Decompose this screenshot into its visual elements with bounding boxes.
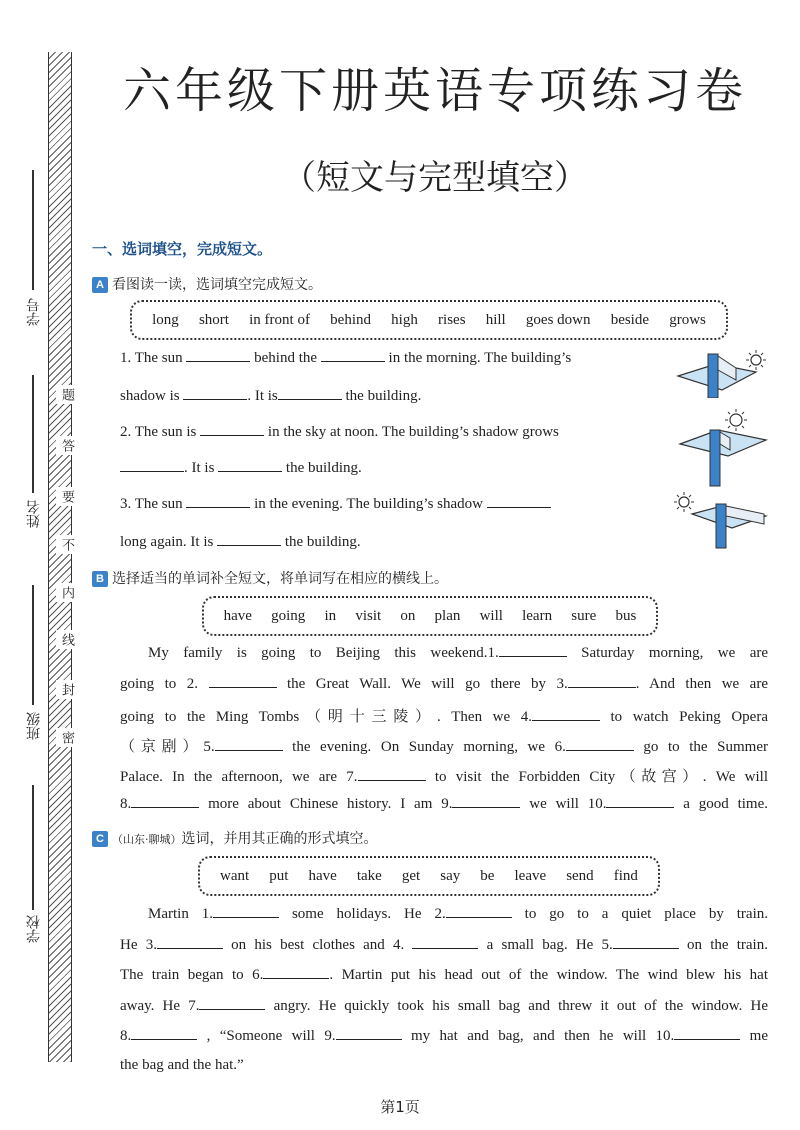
part-b-instruction <box>92 568 448 588</box>
answer-blank[interactable] <box>157 936 223 949</box>
line-text: some holidays. He 2. <box>279 906 446 922</box>
line-text: my hat and bag, and then he will 10. <box>401 1028 675 1044</box>
passage-line <box>120 765 768 786</box>
word-bank-item: short <box>198 311 229 328</box>
line-text: behind the <box>250 350 321 366</box>
part-a-badge: A <box>92 277 108 293</box>
seal-char: 密 <box>56 728 77 747</box>
answer-blank[interactable] <box>452 795 520 808</box>
passage-line <box>120 423 559 441</box>
word-bank-item: want <box>220 867 250 884</box>
sun-building-picture <box>676 346 768 398</box>
word-bank-item: will <box>479 607 503 624</box>
answer-blank[interactable] <box>487 495 551 508</box>
passage-line <box>120 936 768 954</box>
line-text: the building. <box>281 534 361 550</box>
passage-line <box>120 997 768 1015</box>
answer-blank[interactable] <box>336 1027 402 1040</box>
answer-blank[interactable] <box>568 675 636 688</box>
line-text: 1. The sun <box>120 350 187 366</box>
line-text: Saturday morning, we are <box>566 645 769 661</box>
word-bank-item: leave <box>514 867 547 884</box>
line-text: Palace. In the afternoon, we are 7. <box>120 769 358 785</box>
section-heading: 一、选词填空，完成短文。 <box>92 240 273 258</box>
word-bank-item: in front of <box>249 311 310 328</box>
word-bank-item: on <box>400 607 416 624</box>
word-bank-item: plan <box>434 607 461 624</box>
line-text: My family is going to Beijing this weekend.1. <box>148 645 499 661</box>
name-label: 姓名 <box>26 500 42 528</box>
seal-char: 内 <box>56 583 77 602</box>
answer-blank[interactable] <box>213 905 279 918</box>
word-bank-item: high <box>391 311 418 328</box>
answer-blank[interactable] <box>499 644 567 657</box>
line-text: . Martin put his head out of the window. The wind blew his hat <box>329 967 768 983</box>
word-bank-item: take <box>356 867 382 884</box>
passage-line <box>148 644 768 662</box>
line-text: going to the Ming Tombs（明十三陵）. Then we 4. <box>120 709 532 725</box>
part-c-instruction <box>92 828 378 848</box>
line-text: to go to a quiet place by train. <box>511 906 769 922</box>
answer-blank[interactable] <box>217 533 281 546</box>
word-bank-item: have <box>223 607 252 624</box>
passage-line <box>120 387 421 405</box>
line-text: the building. <box>341 388 422 404</box>
answer-blank[interactable] <box>263 966 329 979</box>
seal-char: 答 <box>56 436 77 455</box>
word-bank-item: sure <box>571 607 597 624</box>
answer-blank[interactable] <box>446 905 512 918</box>
answer-blank[interactable] <box>199 997 265 1010</box>
word-bank-item: find <box>613 867 638 884</box>
word-bank-item: in <box>324 607 337 624</box>
passage-line <box>120 495 551 513</box>
answer-blank[interactable] <box>613 936 679 949</box>
passage-line <box>120 349 571 367</box>
answer-blank[interactable] <box>200 423 264 436</box>
passage-line <box>120 675 768 693</box>
passage-line <box>120 1057 244 1074</box>
line-text: 3. The sun <box>120 496 187 512</box>
word-bank-a <box>130 300 728 340</box>
page-number: 第1页 <box>380 1098 420 1116</box>
line-text: the bag and the hat.” <box>120 1057 244 1073</box>
word-bank-item: hill <box>485 311 506 328</box>
line-text: a good time. <box>674 796 769 812</box>
passage-line <box>148 905 768 923</box>
word-bank-item: beside <box>610 311 650 328</box>
line-text: on his best clothes and 4. <box>222 937 413 953</box>
answer-blank[interactable] <box>183 387 247 400</box>
word-bank-item: behind <box>330 311 371 328</box>
answer-blank[interactable] <box>186 349 250 362</box>
word-bank-item: get <box>401 867 421 884</box>
part-a-instruction-text: 看图读一读，选词填空完成短文。 <box>112 277 322 293</box>
line-text: the building. <box>282 460 362 476</box>
answer-blank[interactable] <box>532 708 600 721</box>
seal-char: 线 <box>56 630 77 649</box>
student-id-line <box>32 170 34 290</box>
line-text: （京剧）5. <box>120 739 215 755</box>
line-text: we will 10. <box>520 796 607 812</box>
line-text: me <box>740 1028 769 1044</box>
line-text: the Great Wall. We will go there by 3. <box>276 676 568 692</box>
page-subtitle: （短文与完型填空） <box>282 158 588 198</box>
word-bank-item: have <box>308 867 337 884</box>
line-text: He 3. <box>120 937 157 953</box>
answer-blank[interactable] <box>209 675 277 688</box>
answer-blank[interactable] <box>186 495 250 508</box>
line-text: . It is <box>247 388 278 404</box>
school-label: 学校 <box>26 915 42 943</box>
binding-hatch <box>48 52 72 1062</box>
passage-line <box>120 533 361 551</box>
school-line <box>32 785 34 910</box>
line-text: on the train. <box>678 937 768 953</box>
class-label: 班级 <box>26 712 42 740</box>
word-bank-item: say <box>440 867 461 884</box>
seal-char: 封 <box>56 680 77 699</box>
passage-line <box>120 1027 768 1045</box>
passage-line <box>120 795 768 813</box>
line-text: 8. <box>120 796 132 812</box>
seal-char: 题 <box>56 385 77 404</box>
line-text: The train began to 6. <box>120 967 264 983</box>
line-text: . It is <box>184 460 219 476</box>
line-text: away. He 7. <box>120 998 200 1014</box>
word-bank-item: going <box>271 607 306 624</box>
part-c-instruction-text: 选词，并用其正确的形式填空。 <box>181 831 378 847</box>
line-text: in the evening. The building’s shadow <box>250 496 487 512</box>
answer-blank[interactable] <box>131 1027 197 1040</box>
line-text: going to 2. <box>120 676 209 692</box>
part-a-instruction <box>92 274 322 294</box>
sun-building-picture <box>678 408 770 488</box>
line-text: to watch Peking Opera <box>599 709 768 725</box>
answer-blank[interactable] <box>278 387 342 400</box>
answer-blank[interactable] <box>606 795 674 808</box>
line-text: more about Chinese history. I am 9. <box>199 796 453 812</box>
line-text: in the morning. The building’s <box>384 350 572 366</box>
part-c-badge: C <box>92 831 108 847</box>
line-text: 2. The sun is <box>120 424 201 440</box>
word-bank-item: bus <box>615 607 637 624</box>
word-bank-item: grows <box>669 311 706 328</box>
answer-blank[interactable] <box>218 459 282 472</box>
line-text: in the sky at noon. The building’s shadow grows <box>264 424 559 440</box>
seal-char: 不 <box>56 535 77 554</box>
seal-char: 要 <box>56 487 77 506</box>
word-bank-item: visit <box>355 607 382 624</box>
word-bank-item: send <box>566 867 594 884</box>
answer-blank[interactable] <box>131 795 199 808</box>
line-text: angry. He quickly took his small bag and threw it out of the window. He <box>265 998 768 1014</box>
line-text: to visit the Forbidden City（故宫）. We will <box>425 769 768 785</box>
word-bank-item: long <box>152 311 179 328</box>
part-b-badge: B <box>92 571 108 587</box>
answer-blank[interactable] <box>412 936 478 949</box>
line-text: , “Someone will 9. <box>197 1028 336 1044</box>
word-bank-c <box>198 856 660 896</box>
page-title: 六年级下册英语专项练习卷 <box>122 63 747 119</box>
answer-blank[interactable] <box>674 1027 740 1040</box>
passage-line <box>120 966 768 984</box>
answer-blank[interactable] <box>120 459 184 472</box>
line-text: go to the Summer <box>633 739 768 755</box>
answer-blank[interactable] <box>358 768 426 781</box>
line-text: 8. <box>120 1028 132 1044</box>
passage-line <box>120 459 362 477</box>
binding-margin <box>0 0 78 1130</box>
line-text: a small bag. He 5. <box>478 937 613 953</box>
part-c-source: （山东·聊城） <box>112 833 182 846</box>
class-line <box>32 585 34 705</box>
answer-blank[interactable] <box>321 349 385 362</box>
line-text: shadow is <box>120 388 184 404</box>
word-bank-item: rises <box>438 311 466 328</box>
answer-blank[interactable] <box>566 738 634 751</box>
word-bank-item: goes down <box>525 311 591 328</box>
line-text: Martin 1. <box>148 906 214 922</box>
passage-line <box>120 705 768 726</box>
student-id-label: 学号 <box>26 298 42 326</box>
line-text: . And then we are <box>635 676 768 692</box>
word-bank-b <box>202 596 658 636</box>
word-bank-item: learn <box>522 607 553 624</box>
name-line <box>32 375 34 493</box>
sun-building-picture <box>672 490 768 550</box>
answer-blank[interactable] <box>215 738 283 751</box>
word-bank-item: be <box>480 867 495 884</box>
line-text: long again. It is <box>120 534 218 550</box>
passage-line <box>120 735 768 756</box>
line-text: the evening. On Sunday morning, we 6. <box>282 739 566 755</box>
word-bank-item: put <box>269 867 289 884</box>
part-b-instruction-text: 选择适当的单词补全短文，将单词写在相应的横线上。 <box>112 571 448 587</box>
